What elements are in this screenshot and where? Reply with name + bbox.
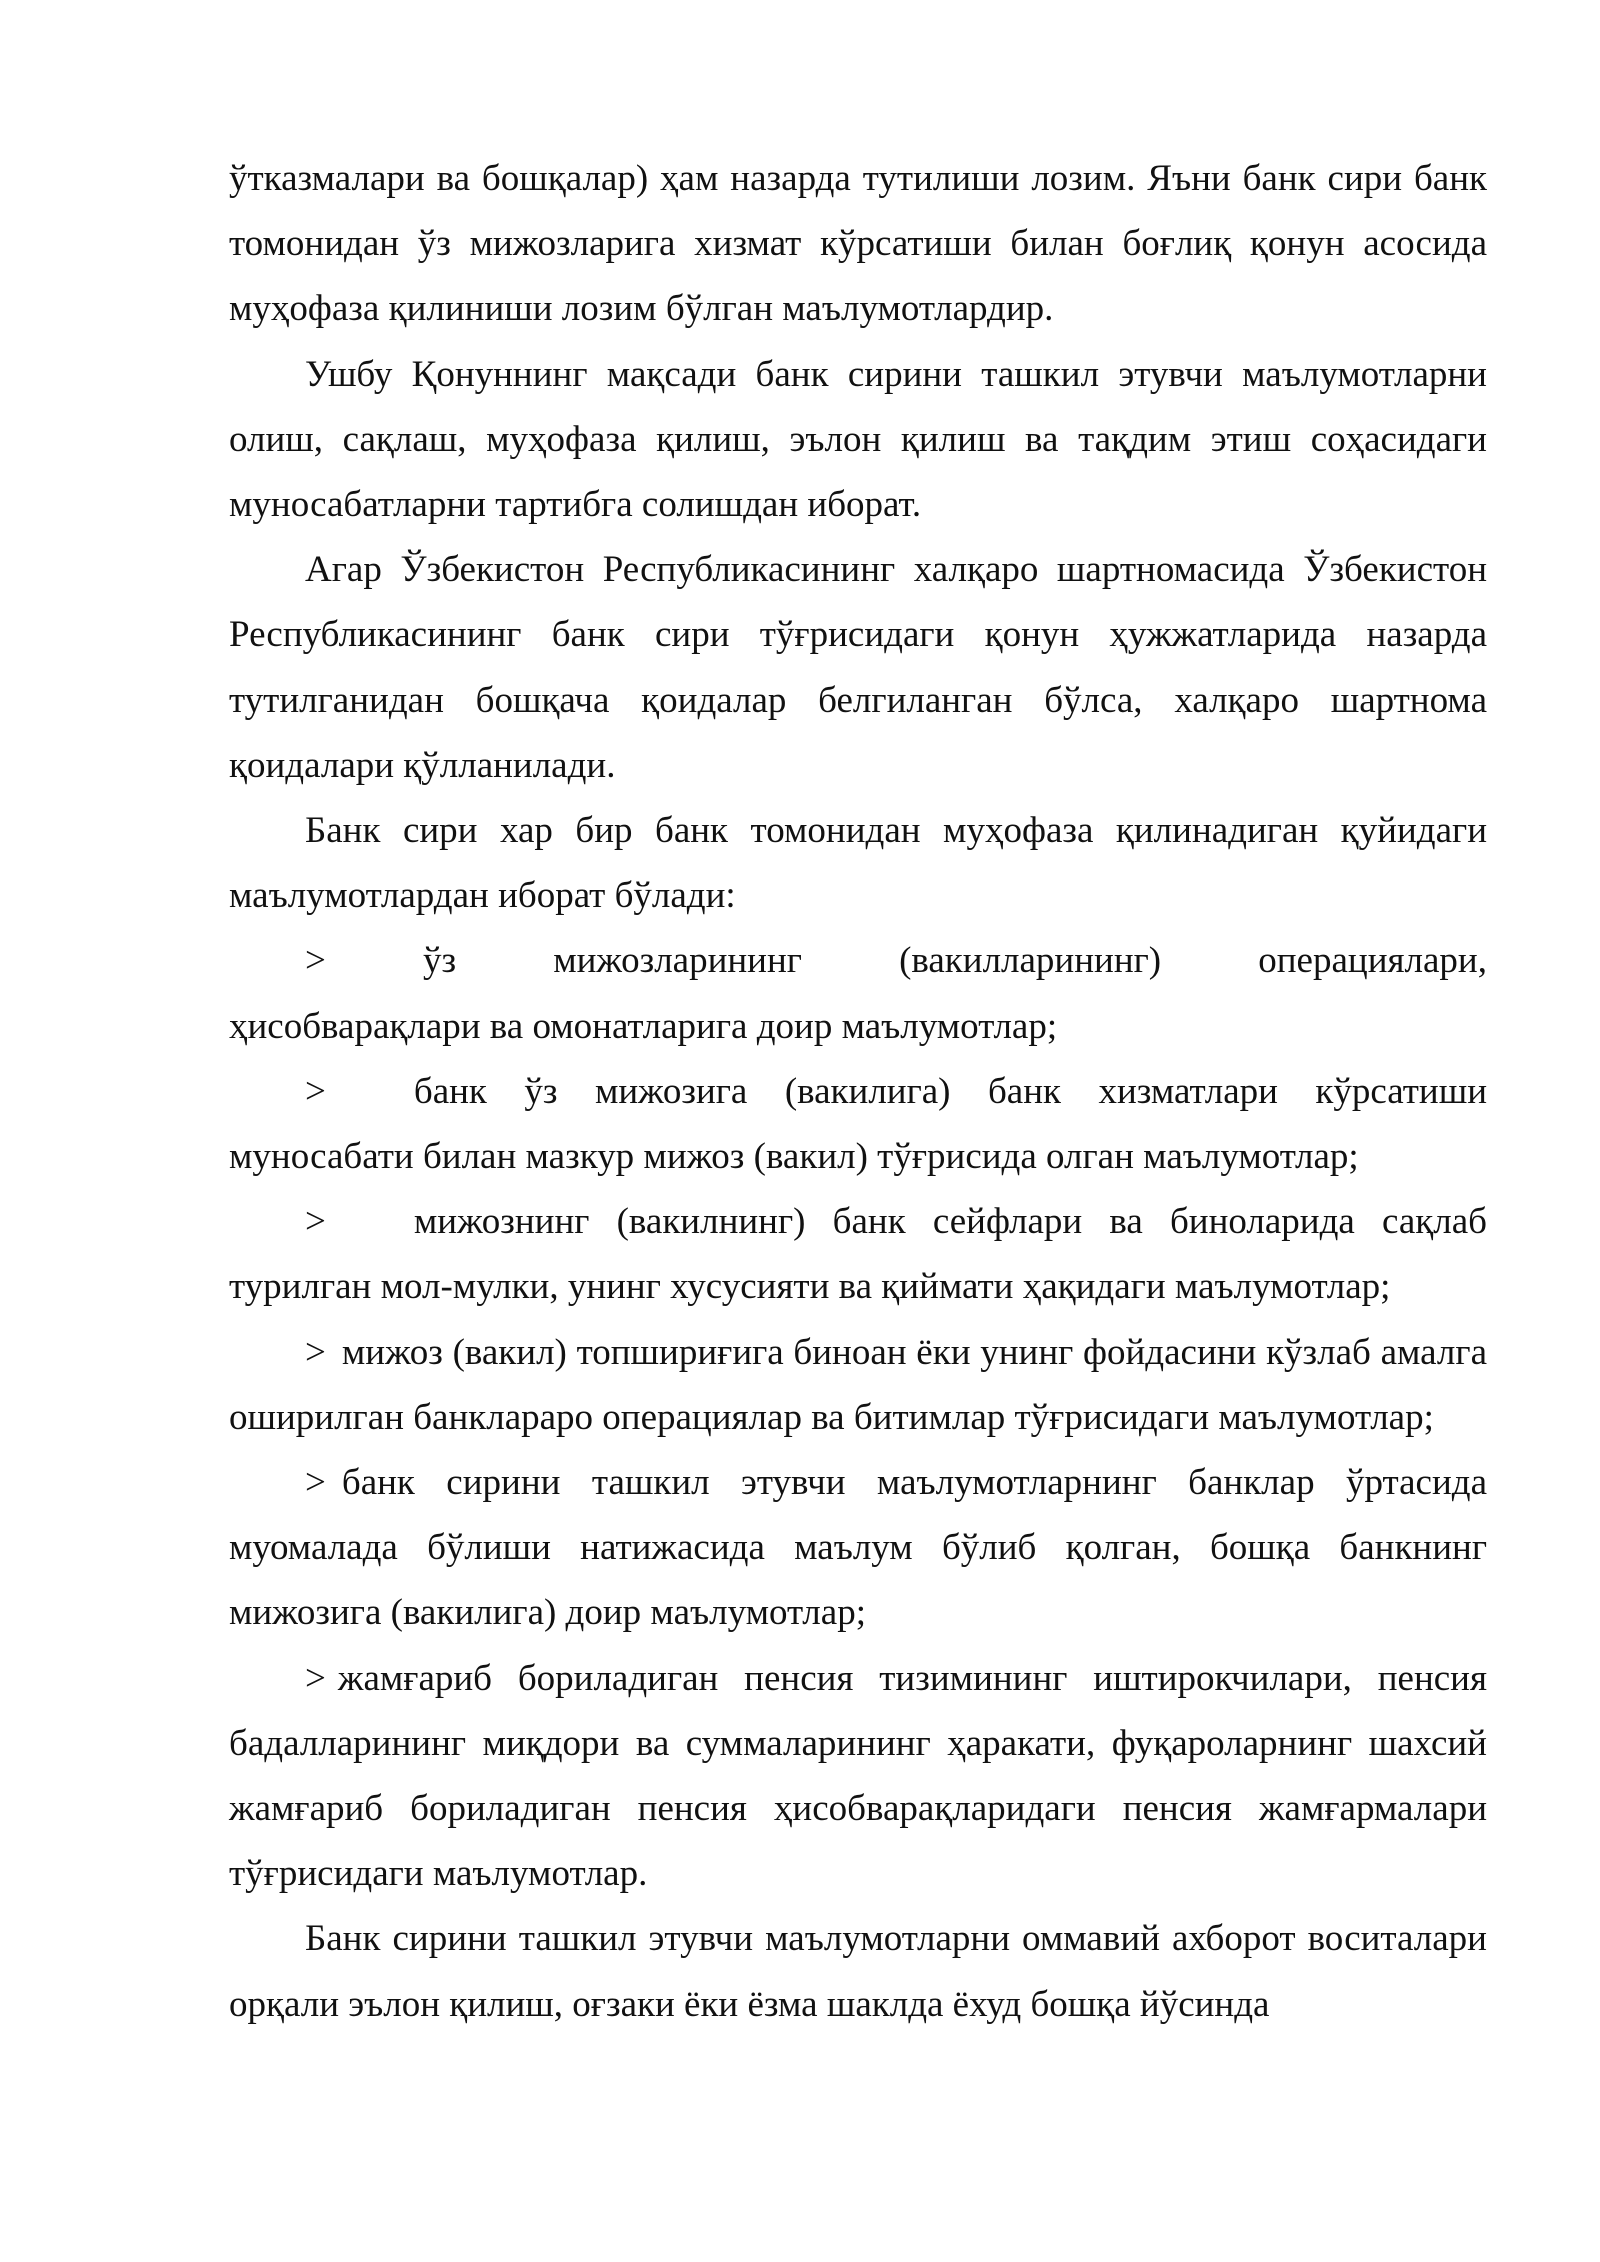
bullet-marker: > <box>305 1657 326 1699</box>
bullet-item-interbank-operations <box>229 1320 1487 1450</box>
bullet-continuation: ҳисобварақлари ва омонатларига доир маълумотлар; <box>229 1005 1058 1047</box>
bullet-marker: > <box>305 940 326 982</box>
bullet-word: (вакилларининг) <box>899 940 1162 982</box>
bullet-word: мижозларининг <box>553 940 802 982</box>
bullet-first-line <box>229 928 1487 993</box>
bullet-text: жамғариб бориладиган пенсия тизимининг иштирокчилари, пенсия бадалларининг миқдори ва суммаларининг ҳаракати, фуқароларнинг шахсий жамғариб бориладиган пенсия ҳисобварақларидаги пенсия жамғармалари тўғрисидаги маълумотлар. <box>229 1657 1487 1895</box>
paragraph-international-treaty: Агар Ўзбекистон Республикасининг халқаро шартномасида Ўзбекистон Республикасининг банк сири тўғрисидаги қонун ҳужжатларида назарда тутилганидан бошқача қоидалар белгиланган бўлса, халқаро шартнома қоидалари қўлланилади. <box>229 549 1487 786</box>
paragraph-continuation: ўтказмалари ва бошқалар) ҳам назарда тутилиши лозим. Яъни банк сири банк томонидан ўз мижозларига хизмат кўрсатиши билан боғлиқ қонун асосида муҳофаза қилиниши лозим бўлган маълумотлардир. <box>229 158 1487 330</box>
bullet-word: ўз <box>422 940 457 982</box>
bullet-marker: > <box>305 1462 326 1504</box>
bullet-item-client-info <box>229 1059 1487 1189</box>
bullet-item-other-bank-clients <box>229 1450 1487 1646</box>
paragraph-disclosure: Банк сирини ташкил этувчи маълумотларни оммавий ахборот воситалари орқали эълон қилиш, оғзаки ёки ёзма шаклда ёхуд бошқа йўсинда <box>229 1918 1487 2025</box>
bullet-marker: > <box>305 1070 326 1112</box>
bullet-word: операциялари, <box>1258 940 1487 982</box>
bullet-item-safe-property <box>229 1189 1487 1319</box>
bullet-text: мижоз (вакил) топшириғига биноан ёки унинг фойдасини кўзлаб амалга оширилган банклараро операциялар ва битимлар тўғрисидаги маълумотлар; <box>229 1331 1487 1438</box>
paragraph-bank-secret-scope: Банк сири хар бир банк томонидан муҳофаза қилинадиган қуйидаги маълумотлардан иборат бўлади: <box>229 810 1487 917</box>
bullet-text: банк ўз мижозига (вакилига) банк хизматлари кўрсатиши муносабати билан мазкур мижоз (вакил) тўғрисида олган маълумотлар; <box>229 1070 1487 1178</box>
bullet-marker: > <box>305 1331 326 1373</box>
bullet-text: мижознинг (вакилнинг) банк сейфлари ва биноларида сақлаб турилган мол-мулки, унинг хусусияти ва қиймати ҳақидаги маълумотлар; <box>229 1201 1487 1308</box>
bullet-item-client-operations <box>229 928 1487 1058</box>
bullet-item-pension-system <box>229 1646 1487 1907</box>
paragraph-law-purpose: Ушбу Қонуннинг мақсади банк сирини ташкил этувчи маълумотларни олиш, сақлаш, муҳофаза қилиш, эълон қилиш ва тақдим этиш соҳасидаги муносабатларни тартибга солишдан иборат. <box>229 353 1487 526</box>
bullet-text: банк сирини ташкил этувчи маълумотларнинг банклар ўртасида муомалада бўлиши натижасида маълум бўлиб қолган, бошқа банкнинг мижозига (вакилига) доир маълумотлар; <box>229 1462 1487 1634</box>
bullet-marker: > <box>305 1201 326 1243</box>
document-body <box>229 146 1487 2037</box>
